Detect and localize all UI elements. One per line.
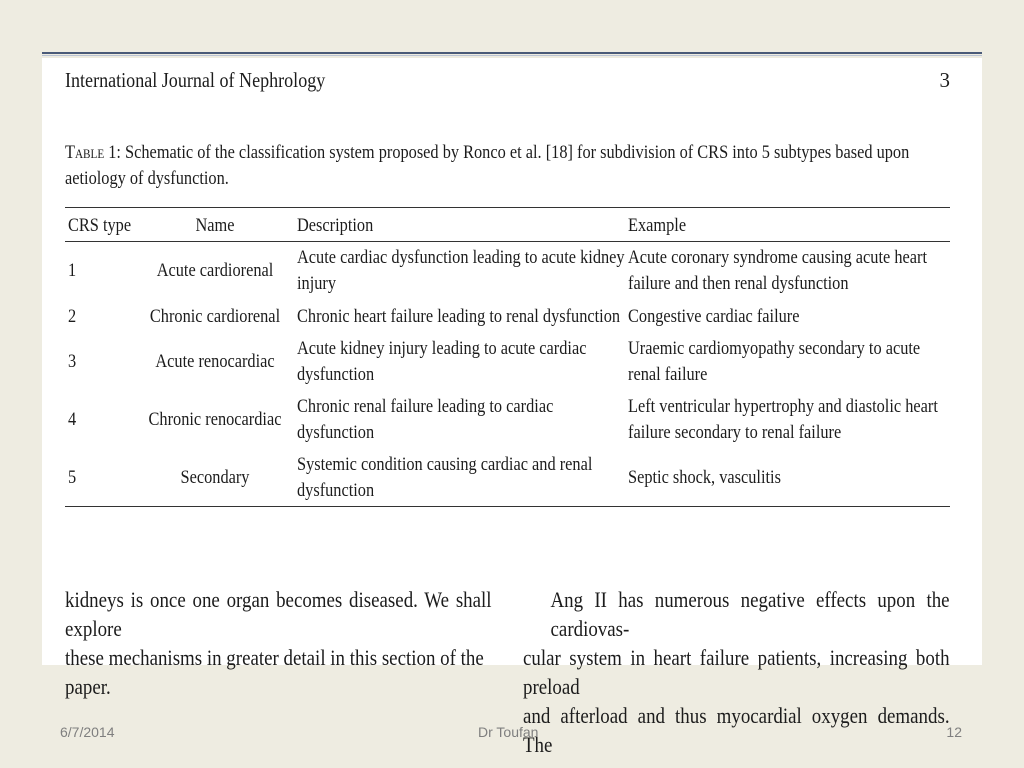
row-2-description-line-1: Chronic heart failure leading to renal dysfunction — [297, 306, 621, 327]
body-right-line-1: Ang II has numerous negative effects upon the cardiovas- — [550, 587, 950, 641]
body-left-line-1: kidneys is once one organ becomes diseased. We shall explore — [65, 587, 492, 641]
row-1-description-line-1: Acute cardiac dysfunction leading to acute kidney — [297, 247, 625, 268]
column-header-description: Description — [297, 215, 374, 236]
row-5-description-line-1: Systemic condition causing cardiac and renal — [297, 454, 593, 475]
table-caption-text: : Schematic of the classification system proposed by Ronco et al. [18] for subdivision of CRS into 5 subtypes based upon aetiology of dysfunction. — [65, 142, 910, 189]
column-header-crs-type: CRS type — [68, 215, 132, 236]
table-caption — [65, 140, 951, 192]
row-1-description-line-2: injury — [297, 273, 337, 294]
row-2-example-line-1: Congestive cardiac failure — [628, 306, 800, 327]
body-left-line-3: paper. — [65, 674, 111, 699]
body-column-left — [65, 585, 492, 701]
row-4-example-line-2: failure secondary to renal failure — [628, 422, 842, 443]
body-column-right — [523, 585, 950, 759]
row-4-description-line-2: dysfunction — [297, 422, 375, 443]
column-header-example: Example — [628, 215, 687, 236]
row-1-example-line-1: Acute coronary syndrome causing acute heart — [628, 247, 927, 268]
table-label: Table 1 — [65, 142, 117, 163]
footer-date: 6/7/2014 — [60, 724, 115, 740]
article-page-number: 3 — [939, 68, 950, 92]
table-bottom-rule — [65, 506, 950, 507]
footer-slide-number: 12 — [946, 724, 962, 740]
row-4-type: 4 — [68, 409, 77, 430]
row-4-description-line-1: Chronic renal failure leading to cardiac — [297, 396, 554, 417]
row-3-example-line-2: renal failure — [628, 364, 708, 385]
row-2-type: 2 — [68, 306, 77, 327]
row-5-description-line-2: dysfunction — [297, 480, 375, 501]
row-4-name: Chronic renocardiac — [148, 409, 282, 430]
row-1-example-line-2: failure and then renal dysfunction — [628, 273, 849, 294]
table-top-rule — [65, 207, 950, 208]
row-3-name: Acute renocardiac — [155, 351, 275, 372]
body-right-line-2: cular system in heart failure patients, increasing both preload — [523, 645, 950, 699]
row-5-type: 5 — [68, 467, 77, 488]
row-1-name: Acute cardiorenal — [156, 260, 274, 281]
row-1-type: 1 — [68, 260, 77, 281]
table-header-rule — [65, 241, 950, 242]
body-left-line-2: these mechanisms in greater detail in this section of the — [65, 645, 484, 670]
column-header-name: Name — [195, 215, 235, 236]
row-5-example-line-1: Septic shock, vasculitis — [628, 467, 781, 488]
row-3-description-line-2: dysfunction — [297, 364, 375, 385]
row-3-description-line-1: Acute kidney injury leading to acute cardiac — [297, 338, 587, 359]
slide-top-rule — [42, 52, 982, 54]
row-5-name: Secondary — [180, 467, 250, 488]
footer-author: Dr Toufan — [478, 724, 539, 740]
slide-top-rule-accent — [42, 55, 982, 56]
row-3-example-line-1: Uraemic cardiomyopathy secondary to acute — [628, 338, 921, 359]
row-4-example-line-1: Left ventricular hypertrophy and diastolic heart — [628, 396, 938, 417]
row-3-type: 3 — [68, 351, 77, 372]
journal-title: International Journal of Nephrology — [65, 68, 326, 92]
body-right-line-3: and afterload and thus myocardial oxygen demands. The — [523, 703, 950, 757]
row-2-name: Chronic cardiorenal — [149, 306, 281, 327]
